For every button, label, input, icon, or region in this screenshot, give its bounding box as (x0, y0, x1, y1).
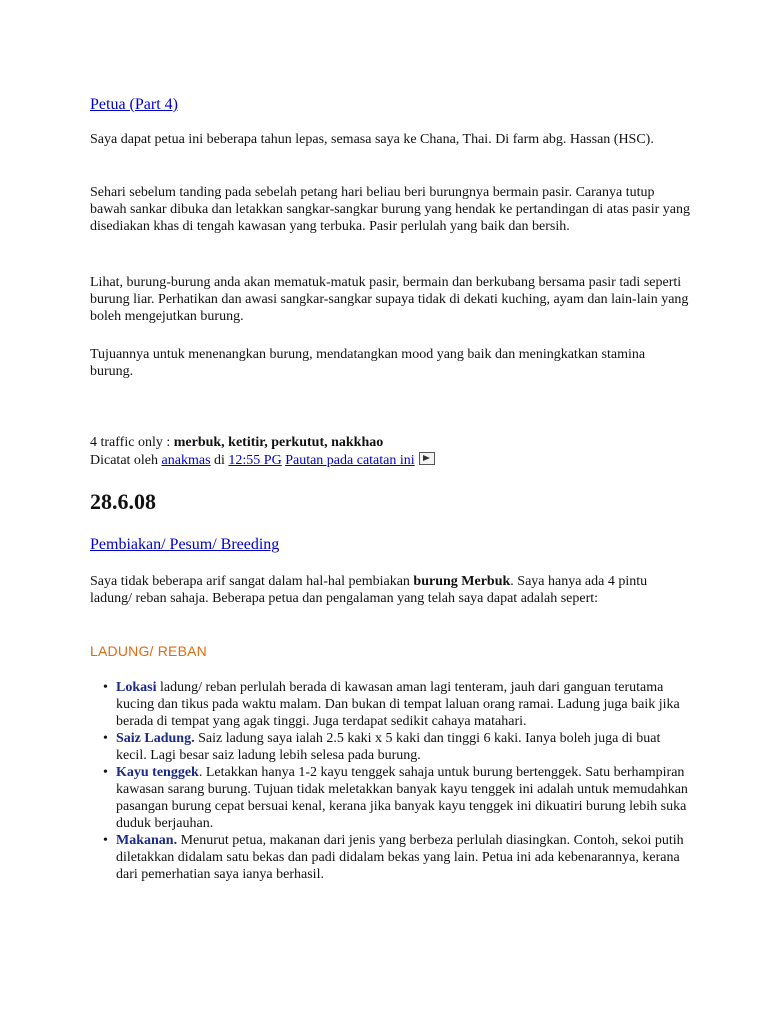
item-keyword: Kayu tenggek (116, 765, 199, 780)
item-text: ladung/ reban perlulah berada di kawasan aman lagi tenteram, jauh dari ganguan terutama kucing dan tikus pada waktu malam. Dan bukan di tempat laluan orang ramai. Ladung juga baik jika berada di tempat yang agak tinggi. Juga terdapat sedikit cahaya matahari. (116, 680, 680, 729)
item-text: Saiz ladung saya ialah 2.5 kaki x 5 kaki dan tinggi 6 kaki. Ianya boleh juga di buat kecil. Lagi besar saiz ladung lebih selesa pada burung. (116, 731, 661, 763)
date-header: 28.6.08 (90, 489, 156, 514)
post1-paragraph-4: Tujuannya untuk menenangkan burung, mendatangkan mood yang baik dan meningkatkan stamina burung. (90, 347, 646, 379)
post-title-breeding-link[interactable]: Pembiakan/ Pesum/ Breeding (90, 536, 280, 553)
item-keyword: Lokasi (116, 680, 157, 695)
author-link[interactable]: anakmas (161, 453, 211, 468)
post-title-petua (90, 95, 690, 115)
list-item-kayu-tenggek (90, 764, 690, 832)
list-item-lokasi (90, 679, 690, 730)
item-text: . Letakkan hanya 1-2 kayu tenggek sahaja untuk burung bertenggek. Satu berhampiran kawasan sarang burung. Tujuan tidak meletakkan banyak kayu tenggek ini adalah untuk memudahkan pasangan burung cepat bersuai kenal, kerana jika banyak kayu tenggek ini dikuatiri burung lebih suka duduk berjauhan. (116, 765, 688, 831)
post-title-link[interactable]: Petua (Part 4) (90, 96, 178, 113)
traffic-line (90, 434, 690, 451)
section-heading-ladung: LADUNG/ REBAN (90, 643, 207, 659)
ladung-list (90, 679, 690, 883)
post2-intro (90, 573, 690, 607)
item-text: Menurut petua, makanan dari jenis yang berbeza perlulah diasingkan. Contoh, sekoi putih diletakkan didalam satu bekas dan padi didalam bekas yang lain. Petua ini ada kebenarannya, kerana dari pemerhatian saya ianya berhasil. (116, 833, 684, 882)
post-title-breeding (90, 535, 690, 555)
intro-text-after: . Saya hanya ada 4 pintu ladung/ reban sahaja. Beberapa petua dan pengalaman yang telah saya dapat adalah sepert: (90, 574, 648, 606)
list-item-saiz-ladung (90, 730, 690, 764)
permalink-link[interactable]: Pautan pada catatan ini (285, 453, 415, 468)
post1-paragraph-3: Lihat, burung-burung anda akan mematuk-matuk pasir, bermain dan berkubang bersama pasir tadi seperti burung liar. Perhatikan dan awasi sangkar-sangkar supaya tidak di dekati kuching, ayam dan lain-lain yang boleh mengejutkan burung. (90, 275, 689, 324)
traffic-birds: merbuk, ketitir, perkutut, nakkhao (173, 435, 384, 450)
intro-text-before: Saya tidak beberapa arif sangat dalam hal-hal pembiakan (90, 574, 414, 589)
intro-bold: burung Merbuk (413, 574, 511, 589)
list-item-makanan (90, 832, 690, 883)
posted-by-label: Dicatat oleh (90, 453, 159, 468)
item-keyword: Saiz Ladung. (116, 731, 195, 746)
at-label: di (214, 453, 225, 468)
item-keyword: Makanan. (116, 833, 178, 848)
post1-paragraph-2: Sehari sebelum tanding pada sebelah petang hari beliau beri burungnya bermain pasir. Caranya tutup bawah sankar dibuka dan letakkan sangkar-sangkar burung yang hendak ke pertandingan di atas pasir yang disediakan khas di tengah kawasan yang terbuka. Pasir perlulah yang baik dan bersih. (90, 185, 690, 234)
post-footer (90, 452, 690, 469)
timestamp-link[interactable]: 12:55 PG (228, 453, 282, 468)
post1-paragraph-1: Saya dapat petua ini beberapa tahun lepas, semasa saya ke Chana, Thai. Di farm abg. Hassan (HSC). (90, 132, 654, 147)
traffic-prefix: 4 traffic only : (90, 435, 174, 450)
email-post-icon[interactable] (419, 452, 435, 465)
